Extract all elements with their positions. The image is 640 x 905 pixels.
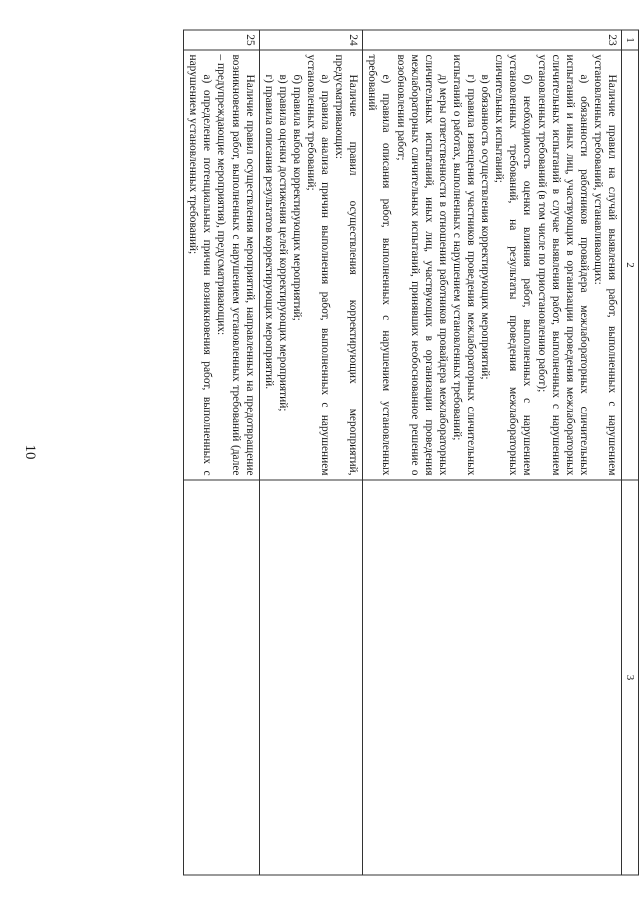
requirement-title: Наличие правил на случай выявления работ, выполненных с нарушением установленных требований, устанавливающих: [591,54,618,476]
requirement-item: б) необходимость оценки влияния работ, выполненных с нарушением установленных требований, на результаты проведения межлабораторных сличительных испытаний; [493,54,534,476]
rotated-table-sheet [89,30,639,875]
requirements-table [183,30,639,876]
row-number: 24 [259,30,363,50]
table-row [184,30,259,875]
requirement-text [363,50,622,480]
table-row [363,30,622,875]
requirement-item: б) правила выбора корректирующих мероприятий; [290,74,303,321]
requirement-item: е) правила описания работ, выполненных с нарушением установленных требований [366,54,393,476]
compliance-cell [363,480,622,875]
table-row [259,30,363,875]
requirement-text [259,50,363,480]
requirement-item: а) определение потенциальных причин возникновения работ, выполненных с нарушением установленных требований; [187,54,214,476]
requirement-item: г) правила извещения участников проведения межлабораторных сличительных испытаний о работах, выполненных с нарушением установленных требований; [450,54,478,476]
requirement-item: в) обязанность осуществления корректирующих мероприятий; [479,74,492,380]
requirement-title: Наличие правил осуществления корректирующих мероприятий, предусматривающих: [333,54,360,476]
requirement-item: а) обязанности работников провайдера межлабораторных сличительных испытаний и иных лиц, участвующих в организации проведения межлабораторных сличительных испытаний в случае выявления работ, выполненных с нарушением установленных требований (в том числе по приостановлению работ); [535,54,590,476]
row-number: 25 [184,30,259,50]
compliance-cell [259,480,363,875]
requirement-item: д) меры ответственности в отношении работников провайдера межлабораторных сличительных испытаний, иных лиц, участвующих в организации проведения межлабораторных сличительных испытаний, принявших необоснованное решение о возобновлении работ; [394,54,449,476]
column-header-1: 1 [622,30,639,50]
compliance-cell [184,480,259,875]
requirement-item: г) правила описания результатов корректирующих мероприятий. [262,74,275,390]
requirement-item: а) правила анализа причин выполнения работ, выполненных с нарушением установленных требований; [305,54,332,476]
page-number: 10 [22,444,38,460]
requirement-text [184,50,259,480]
column-header-3: 3 [622,480,639,875]
requirement-item: в) правила оценки достижения целей корректирующих мероприятий; [276,74,289,412]
column-header-2: 2 [622,50,639,480]
requirement-title: Наличие правил осуществления мероприятий, направленных на предотвращение возникновения работ, выполненных с нарушением установленных требований (далее – предупреждающие мероприятия), предусматривающих: [215,54,256,476]
row-number: 23 [363,30,622,50]
table-header-row [622,30,639,875]
